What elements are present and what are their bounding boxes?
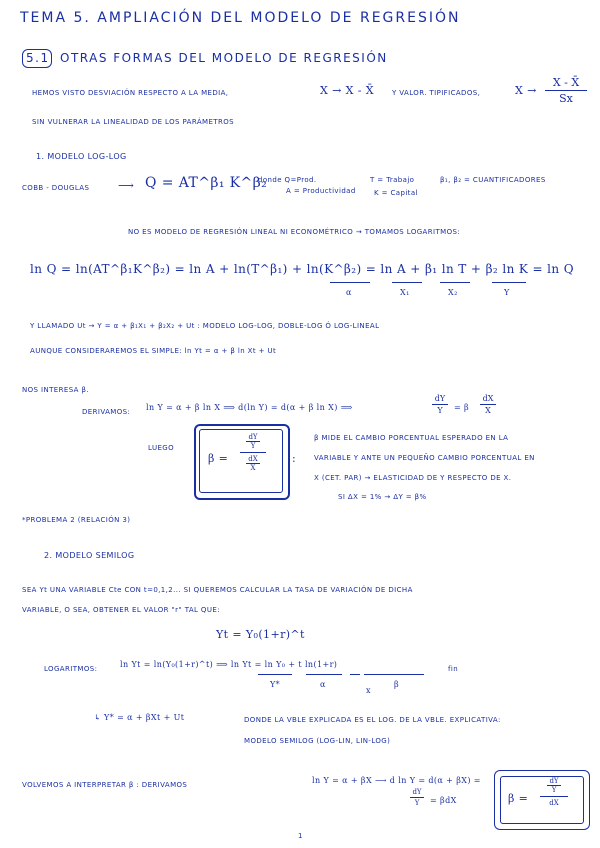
semilog-model: ↳ Y* = α + βXt + Ut: [94, 713, 185, 722]
semilog-log-eq: ln Yt = ln(Y₀(1+r)^t) ⟹ ln Yt = ln Y₀ + t ln(1+r): [120, 660, 338, 669]
semilog-line1: SEA Yt UNA VARIABLE Cte CON t=0,1,2... SI QUEREMOS CALCULAR LA TASA DE VARIACIÓN DE DICHA: [22, 586, 413, 594]
elasticity-fraction: [240, 433, 266, 472]
cobb-arrow: ⟶: [118, 179, 135, 192]
label-x2: X₂: [448, 288, 458, 297]
log-label: LOGARITMOS:: [44, 665, 98, 673]
interp-rest: = βdX: [430, 796, 457, 805]
interpret-eq: ln Y = α + βX ⟶ d ln Y = d(α + βX) =: [312, 776, 481, 785]
intro-line1: HEMOS VISTO DESVIACIÓN RESPECTO A LA MEDIA,: [32, 89, 229, 97]
intro-line2: SIN VULNERAR LA LINEALIDAD DE LOS PARÁMETROS: [32, 118, 234, 126]
interp-frac-num: dY: [412, 788, 422, 796]
label-alpha: α: [346, 288, 352, 297]
deriv-frac-y: [432, 394, 448, 415]
semilog-note2: MODELO SEMILOG (LOG-LIN, LIN-LOG): [244, 737, 391, 745]
deriv-frac-y-den: Y: [437, 406, 443, 415]
elasticity-expl2: VARIABLE Y ANTE UN PEQUEÑO CAMBIO PORCENTUAL EN: [314, 454, 535, 462]
intro-fraction: [545, 76, 587, 105]
log-equation: ln Q = ln(AT^β₁K^β₂) = ln A + ln(T^β₁) + ln(K^β₂) = ln A + β₁ ln T + β₂ ln K = ln Q: [30, 262, 575, 276]
intro-mid: Y VALOR. TIPIFICADOS,: [392, 89, 481, 97]
intro-frac-num: X - X̄: [552, 76, 580, 89]
interpret-line: VOLVEMOS A INTERPRETAR β : DERIVAMOS: [22, 781, 188, 789]
u-beta: [364, 674, 424, 675]
intro-frac-den: Sx: [559, 92, 573, 105]
deriv-frac-x: [480, 394, 496, 415]
deriv-frac-y-num: dY: [434, 394, 446, 403]
luego-label: LUEGO: [148, 444, 175, 452]
def-a: A = Productividad: [286, 187, 356, 195]
page-number: 1: [298, 832, 303, 840]
derive-label: DERIVAMOS:: [82, 408, 131, 416]
el-num1: dY: [248, 433, 258, 441]
elasticity-colon: :: [292, 452, 297, 465]
def-q: donde Q=Prod.: [258, 176, 317, 184]
underbrace-y: [492, 282, 526, 283]
elasticity-beta: β =: [208, 452, 229, 465]
lbl-alpha2: α: [320, 680, 326, 689]
model-line: Y LLAMADO Ut → Y = α + β₁X₁ + β₂X₂ + Ut : MODELO LOG-LOG, DOBLE-LOG Ó LOG-LINEAL: [30, 322, 380, 330]
cobb-douglas-formula: Q = AT^β₁ K^β₂: [145, 175, 268, 191]
elasticity-expl4: SI ΔX = 1% → ΔY = β%: [338, 493, 427, 501]
label-y: Y: [504, 288, 510, 297]
sb-den: dX: [549, 799, 559, 807]
semilog-heading: 2. MODELO SEMILOG: [44, 551, 135, 560]
def-betas: β₁, β₂ = CUANTIFICADORES: [440, 176, 546, 184]
semilog-line2: VARIABLE, O SEA, OBTENER EL VALOR "r" TAL QUE:: [22, 606, 220, 614]
cobb-douglas-label: COBB - DOUGLAS: [22, 184, 90, 192]
section-number: 5.1: [26, 51, 50, 65]
underbrace-alpha: [330, 282, 370, 283]
lbl-y-star: Y*: [270, 680, 281, 689]
intro-map2: X →: [515, 84, 537, 97]
section-title: OTRAS FORMAS DEL MODELO DE REGRESIÓN: [60, 51, 388, 65]
semilog-note1: DONDE LA VBLE EXPLICADA ES EL LOG. DE LA VBLE. EXPLICATIVA:: [244, 716, 501, 724]
el-den1: Y: [250, 442, 256, 450]
interp-frac-den: Y: [414, 799, 420, 807]
deriv-frac-x-num: dX: [482, 394, 494, 403]
el-num2: dX: [248, 455, 258, 463]
el-den2: X: [250, 464, 256, 472]
deriv-mid: = β: [454, 403, 470, 412]
u-alpha2: [306, 674, 342, 675]
u-y-star: [258, 674, 292, 675]
growth-formula: Yt = Y₀(1+r)^t: [216, 628, 305, 641]
fin-mark: fin: [448, 665, 459, 673]
lbl-x: x: [366, 686, 371, 695]
derive-equation: ln Y = α + β ln X ⟹ d(ln Y) = d(α + β ln X) ⟹: [146, 403, 353, 412]
u-x: [350, 674, 360, 675]
elasticity-expl1: β MIDE EL CAMBIO PORCENTUAL ESPERADO EN LA: [314, 434, 509, 442]
lbl-beta: β: [394, 680, 400, 689]
interest-line: NOS INTERESA β.: [22, 386, 89, 394]
underbrace-x1: [392, 282, 422, 283]
page-title: TEMA 5. AMPLIACIÓN DEL MODELO DE REGRESIÓN: [20, 10, 461, 26]
loglog-heading: 1. MODELO LOG-LOG: [36, 152, 127, 161]
semilog-box-beta: β =: [508, 792, 529, 805]
loglog-note: NO ES MODELO DE REGRESIÓN LINEAL NI ECONOMÉTRICO → TOMAMOS LOGARITMOS:: [128, 228, 461, 236]
deriv-frac-x-den: X: [485, 406, 491, 415]
interp-frac: [410, 788, 424, 807]
sb-mid: Y: [551, 786, 557, 794]
semilog-box-fraction: [540, 777, 568, 807]
intro-map1: X → X - X̄: [320, 84, 375, 97]
underbrace-x2: [440, 282, 470, 283]
problem-ref: *PROBLEMA 2 (RELACIÓN 3): [22, 516, 131, 524]
def-k: K = Capital: [374, 189, 418, 197]
def-t: T = Trabajo: [370, 176, 415, 184]
sb-num: dY: [549, 777, 559, 785]
label-x1: X₁: [400, 288, 410, 297]
elasticity-expl3: X (CET. PAR) → ELASTICIDAD DE Y RESPECTO DE X.: [314, 474, 512, 482]
simple-line: AUNQUE CONSIDERAREMOS EL SIMPLE: ln Yt = α + β ln Xt + Ut: [30, 347, 277, 355]
